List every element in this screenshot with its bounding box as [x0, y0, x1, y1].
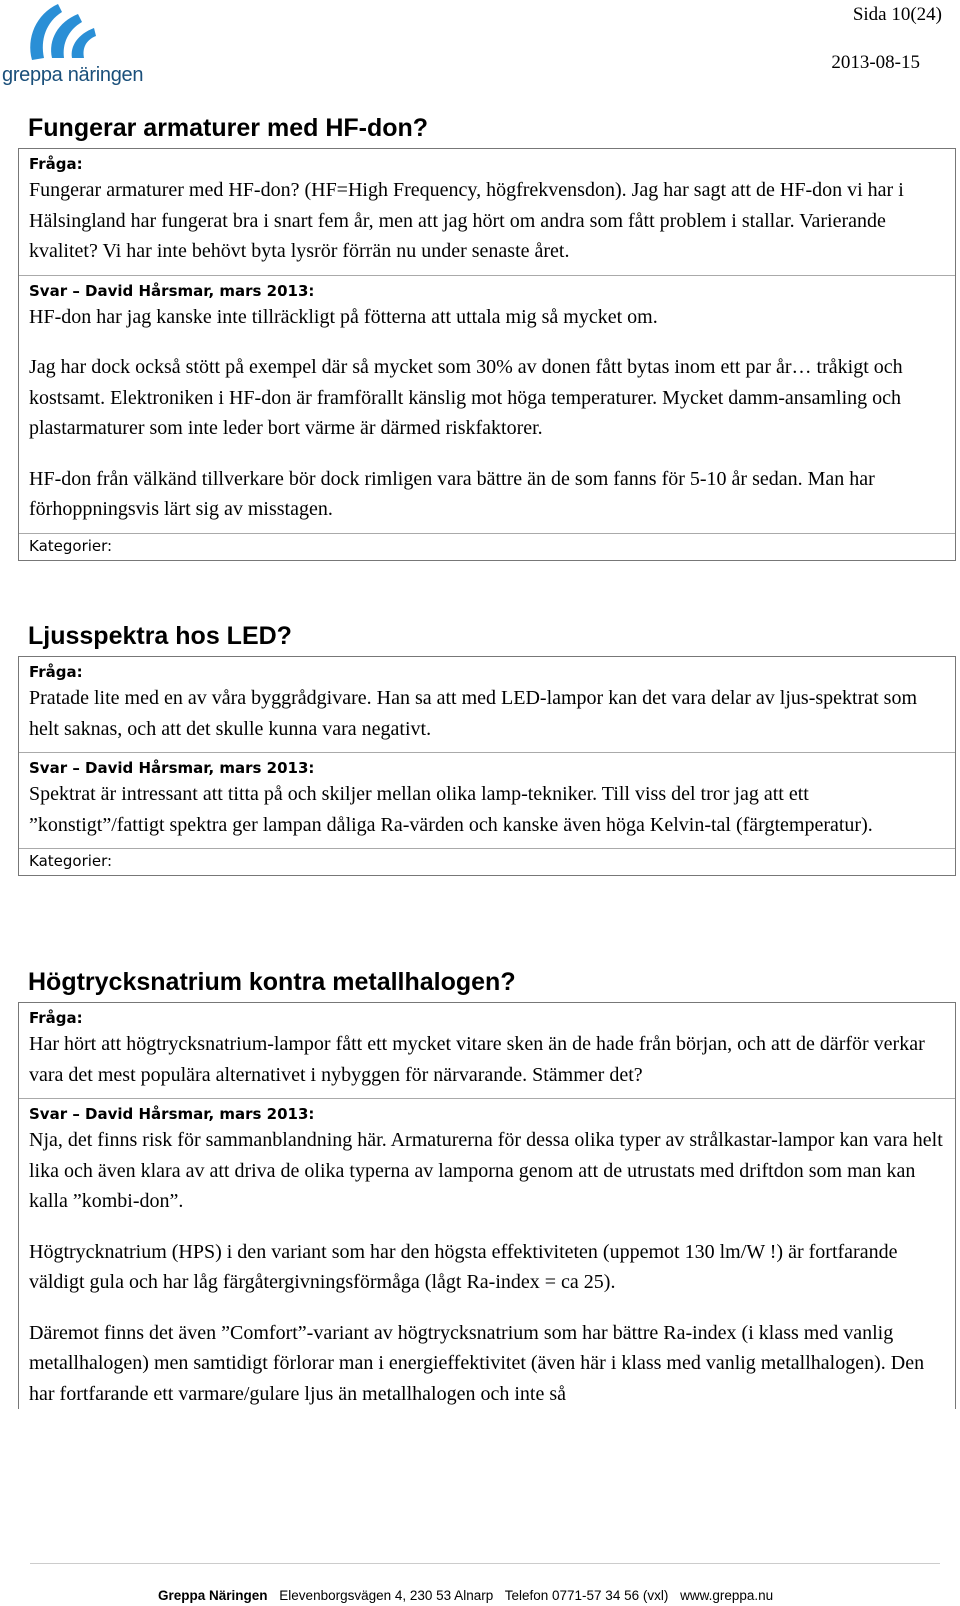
- answer-text: Spektrat är intressant att titta på och skiljer mellan olika lamp-tekniker. Till viss del tror jag att ett ”konstigt”/fattigt spektra ger lampan dåliga Ra-värden och kanske även höga Kelvin-tal (färgtemperatur).: [29, 783, 873, 836]
- categories-label: Kategorier:: [19, 848, 955, 875]
- answer-text: Jag har dock också stött på exempel där så mycket som 30% av donen fått bytas inom ett par år… tråkigt och kostsamt. Elektroniken i HF-don är framförallt känslig mot höga temperaturer. Mycket damm-ansamling och plastarmaturer som inte leder bort värme är därmed riskfaktorer.: [29, 356, 903, 439]
- faq-entry: [18, 108, 956, 561]
- logo-wordmark: greppa näringen: [2, 64, 144, 86]
- answer-text: HF-don från välkänd tillverkare bör dock rimligen vara bättre än de som fanns för 5-10 år sedan. Man har förhoppningsvis lärt sig av misstagen.: [29, 467, 875, 520]
- categories-label: Kategorier:: [19, 533, 955, 560]
- answer-label: Svar – David Hårsmar, mars 2013:: [29, 759, 315, 777]
- question-label: Fråga:: [29, 663, 83, 681]
- entry-title: Fungerar armaturer med HF-don?: [28, 114, 429, 142]
- question-section: [19, 1003, 955, 1098]
- question-section: [19, 657, 955, 752]
- faq-entry: [18, 616, 956, 876]
- answer-text: Däremot finns det även ”Comfort”-variant av högtrycksnatrium som har bättre Ra-index (i klass med vanlig metallhalogen) men samtidigt förlorar man i energieffektivitet (även här i klass med vanlig metallhalogen). Den har fortfarande ett varmare/gulare ljus än metallhalogen och inte så: [29, 1321, 925, 1405]
- qa-box: [18, 148, 956, 561]
- entry-title: Högtrycksnatrium kontra metallhalogen?: [28, 968, 516, 996]
- answer-text: Högtrycknatrium (HPS) i den variant som har den högsta effektiviteten (uppemot 130 lm/W !) är fortfarande väldigt gula och har låg färgåtergivningsförmåga (lågt Ra-index = ca 25).: [29, 1240, 898, 1293]
- answer-section: [19, 1098, 955, 1409]
- page-footer: [158, 1588, 781, 1603]
- question-label: Fråga:: [29, 155, 83, 173]
- answer-label: Svar – David Hårsmar, mars 2013:: [29, 1105, 315, 1123]
- question-section: [19, 149, 955, 275]
- qa-box: [18, 656, 956, 876]
- answer-section: [19, 275, 955, 533]
- answer-text: Nja, det finns risk för sammanblandning här. Armaturerna för dessa olika typer av strålkastar-lampor kan vara helt lika och även klara av att driva de olika typerna av lamporna genom att de utrustats med driftdon som man kan kalla ”kombi-don”.: [29, 1129, 943, 1212]
- qa-box: [18, 1002, 956, 1409]
- document-date: 2013-08-15: [831, 52, 920, 73]
- question-text: Har hört att högtrycksnatrium-lampor fått ett mycket vitare sken än de hade från början, och att de därför verkar vara det mest populära alternativet i nybyggen för närvarande. Stämmer det?: [29, 1033, 925, 1086]
- answer-label: Svar – David Hårsmar, mars 2013:: [29, 281, 315, 300]
- footer-address: Elevenborgsvägen 4, 230 53 Alnarp: [279, 1588, 494, 1603]
- question-label: Fråga:: [29, 1009, 83, 1027]
- answer-section: [19, 752, 955, 848]
- footer-divider: [30, 1563, 940, 1564]
- footer-company: Greppa Näringen: [158, 1588, 268, 1603]
- entry-title: Ljusspektra hos LED?: [28, 622, 292, 650]
- question-text: Fungerar armaturer med HF-don? (HF=High Frequency, högfrekvensdon). Jag har sagt att de HF-don vi har i Hälsingland har fungerat bra i snart fem år, men att jag hört om andra som fått problem i stallar. Varierande kvalitet? Vi har inte behövt byta lysrör förrän nu under senaste året.: [29, 179, 904, 262]
- faq-entry: [18, 962, 956, 1409]
- page-number: Sida 10(24): [852, 4, 942, 25]
- answer-text: HF-don har jag kanske inte tillräckligt på fötterna att uttala mig så mycket om.: [29, 305, 658, 328]
- question-text: Pratade lite med en av våra byggrådgivare. Han sa att med LED-lampor kan det vara delar av ljus-spektrat som helt saknas, och att det skulle kunna vara negativt.: [29, 687, 917, 740]
- footer-website[interactable]: www.greppa.nu: [680, 1588, 774, 1603]
- footer-phone: Telefon 0771-57 34 56 (vxl): [504, 1588, 669, 1603]
